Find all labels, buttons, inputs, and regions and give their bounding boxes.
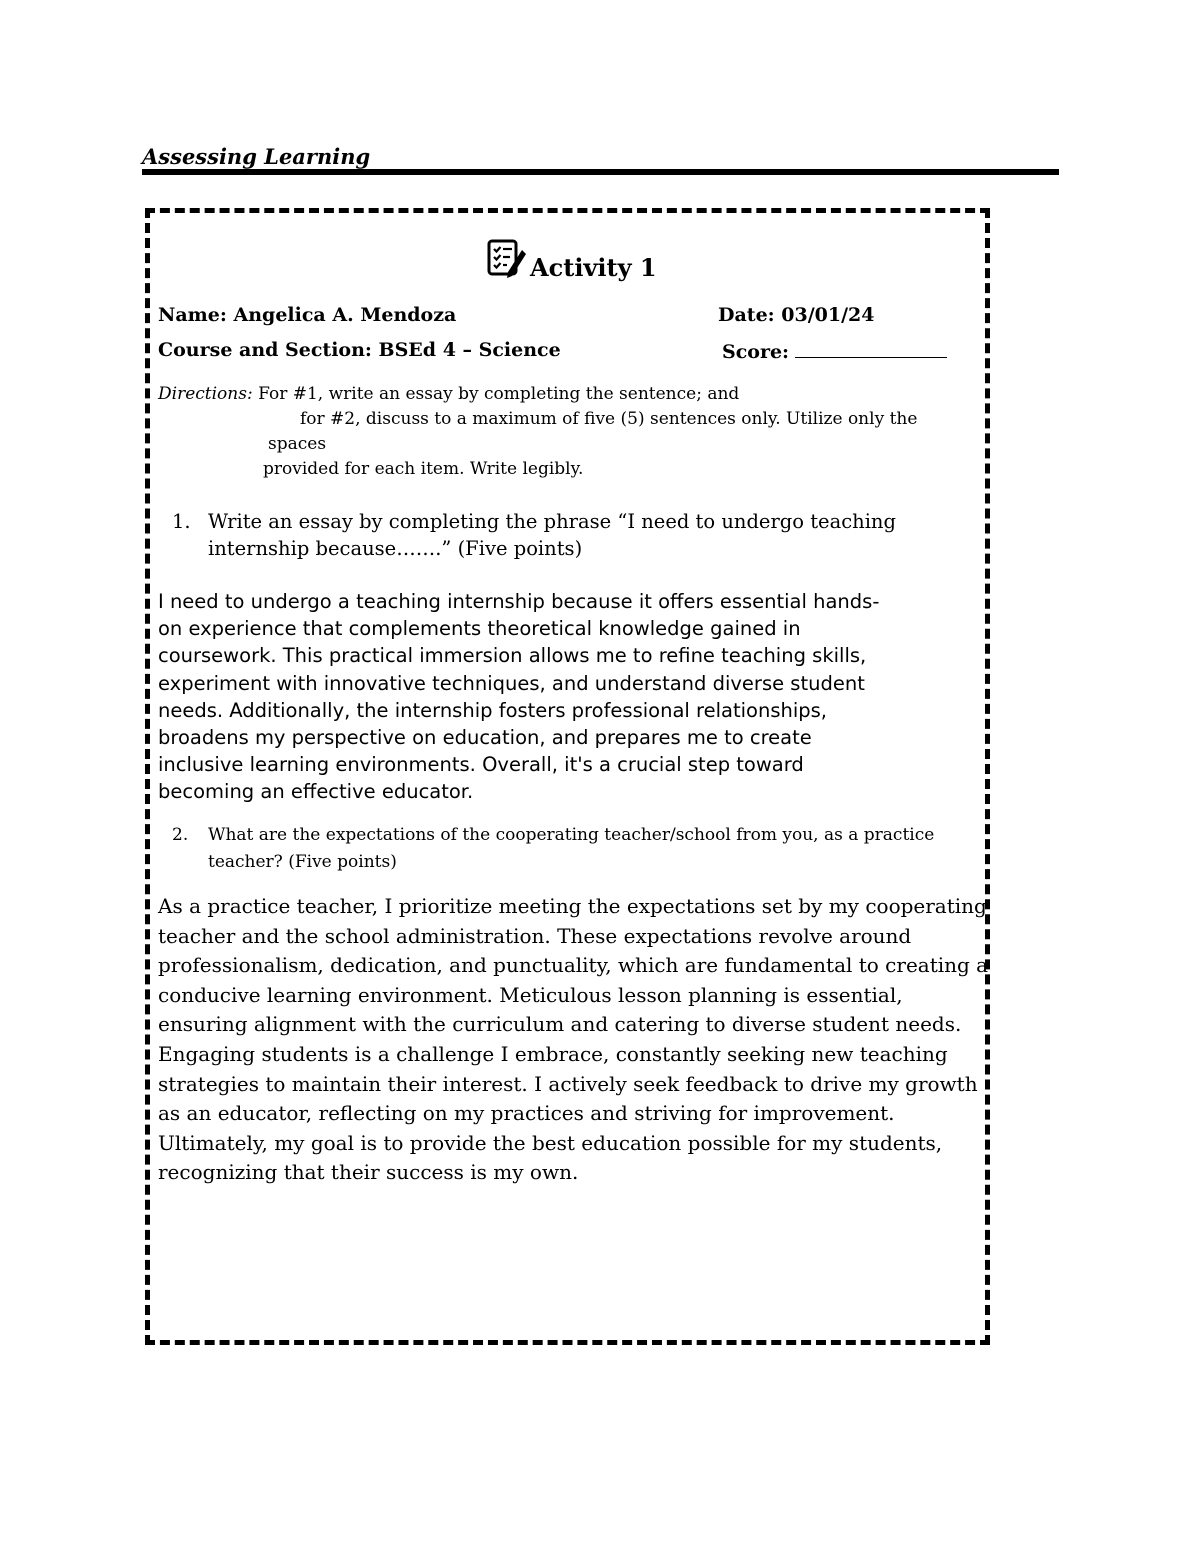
score-blank-line: [795, 339, 947, 358]
answer-1-line: becoming an effective educator.: [158, 780, 474, 804]
score-label: Score:: [722, 341, 790, 363]
answer-2-line: recognizing that their success is my own.: [158, 1160, 579, 1185]
answer-1-line: needs. Additionally, the internship fosters professional relationships,: [158, 698, 827, 722]
question-number: 1.: [172, 510, 191, 533]
answer-2-line: conducive learning environment. Meticulous lesson planning is essential,: [158, 982, 903, 1007]
answer-2-line: Engaging students is a challenge I embrace, constantly seeking new teaching: [158, 1041, 948, 1066]
answer-1-line: on experience that complements theoretical knowledge gained in: [158, 617, 801, 641]
answer-2-line: as an educator, reflecting on my practices and striving for improvement.: [158, 1101, 895, 1126]
answer-1-line: experiment with innovative techniques, and understand diverse student: [158, 671, 865, 695]
activity-title: Activity 1: [530, 253, 657, 282]
directions-line-3: spaces: [268, 434, 327, 454]
question-2-line-2: teacher? (Five points): [208, 852, 397, 872]
name-field: Name: Angelica A. Mendoza: [158, 304, 457, 326]
checklist-pencil-icon: [486, 238, 528, 280]
question-2-line-1: What are the expectations of the cooperating teacher/school from you, as a practice: [208, 825, 935, 845]
answer-1: [158, 588, 968, 806]
score-field: [722, 339, 947, 363]
directions-line-4: provided for each item. Write legibly.: [263, 459, 584, 479]
date-field: Date: 03/01/24: [718, 304, 875, 326]
answer-1-line: inclusive learning environments. Overall, it's a crucial step toward: [158, 753, 804, 777]
question-number: 2.: [172, 825, 189, 845]
answer-2-line: professionalism, dedication, and punctuality, which are fundamental to creating a: [158, 953, 989, 978]
activity-heading: [486, 232, 657, 280]
directions-lead: Directions:: [158, 384, 253, 404]
answer-2-line: Ultimately, my goal is to provide the best education possible for my students,: [158, 1130, 943, 1155]
answer-1-line: broadens my perspective on education, and prepares me to create: [158, 726, 812, 750]
question-1: [172, 508, 972, 568]
answer-2-line: strategies to maintain their interest. I actively seek feedback to drive my growth: [158, 1071, 978, 1096]
question-1-line-2: internship because…….” (Five points): [208, 537, 583, 560]
header-rule: [142, 169, 1059, 175]
answer-2: [158, 892, 989, 1188]
directions-line-2: for #2, discuss to a maximum of five (5) sentences only. Utilize only the: [300, 409, 918, 429]
question-1-line-1: Write an essay by completing the phrase “I need to undergo teaching: [208, 510, 896, 533]
answer-2-line: As a practice teacher, I prioritize meeting the expectations set by my cooperating: [158, 894, 987, 918]
course-section-field: Course and Section: BSEd 4 – Science: [158, 339, 561, 361]
answer-2-line: teacher and the school administration. These expectations revolve around: [158, 923, 912, 948]
page-header-title: Assessing Learning: [142, 144, 371, 169]
answer-1-line: coursework. This practical immersion allows me to refine teaching skills,: [158, 644, 867, 668]
question-2: [172, 822, 982, 878]
directions-line-1: For #1, write an essay by completing the sentence; and: [252, 384, 740, 404]
answer-1-line: I need to undergo a teaching internship because it offers essential hands-: [158, 590, 880, 613]
answer-2-line: ensuring alignment with the curriculum and catering to diverse student needs.: [158, 1012, 962, 1037]
